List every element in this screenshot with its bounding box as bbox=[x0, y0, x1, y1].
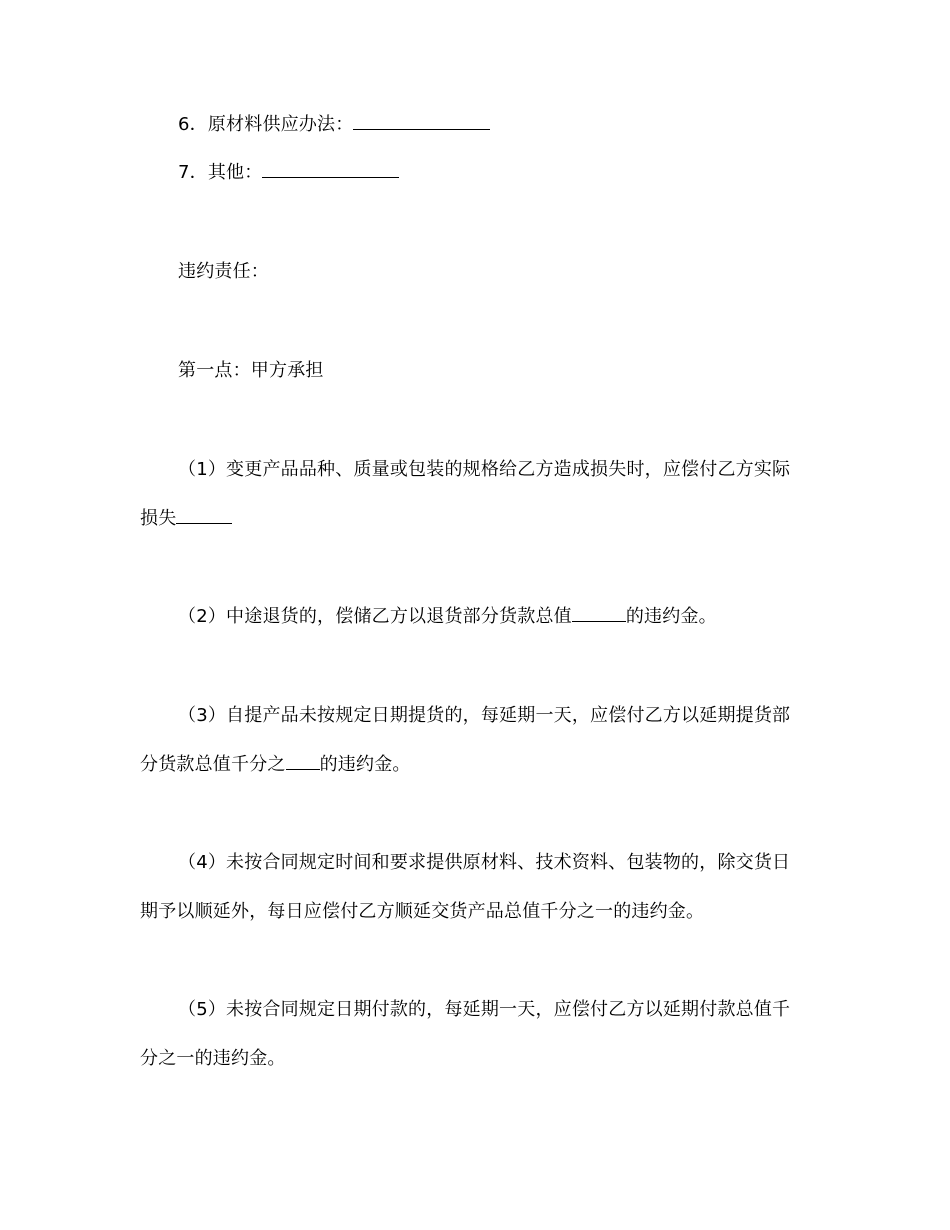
clause-1-blank bbox=[176, 507, 232, 524]
clause-1-line-2-text: 损失 bbox=[140, 508, 177, 529]
clause-3-text-before: 分货款总值千分之 bbox=[140, 754, 286, 775]
clause-2-blank bbox=[572, 605, 626, 622]
clause-4-line-1: （4）未按合同规定时间和要求提供原材料、技术资料、包装物的，除交货日 bbox=[178, 852, 791, 873]
clause-5-line-1: （5）未按合同规定日期付款的，每延期一天，应偿付乙方以延期付款总值千 bbox=[178, 999, 791, 1020]
item-6-label: 6．原材料供应办法： bbox=[178, 114, 354, 135]
item-7-blank bbox=[262, 161, 399, 178]
item-6-line bbox=[178, 113, 490, 137]
clause-3-text-after: 的违约金。 bbox=[319, 754, 411, 775]
clause-2-text-after: 的违约金。 bbox=[625, 606, 717, 627]
clause-1-line-1: （1）变更产品品种、质量或包装的规格给乙方造成损失时，应偿付乙方实际 bbox=[178, 459, 791, 480]
clause-3-line-1: （3）自提产品未按规定日期提货的，每延期一天，应偿付乙方以延期提货部 bbox=[178, 705, 791, 726]
clause-2-text-before: （2）中途退货的，偿储乙方以退货部分货款总值 bbox=[178, 606, 572, 627]
item-7-line bbox=[178, 161, 399, 185]
clause-3-blank bbox=[286, 753, 320, 770]
breach-heading: 违约责任： bbox=[178, 261, 269, 282]
clause-1-line-2 bbox=[140, 507, 232, 531]
clause-2-line-1 bbox=[178, 605, 717, 629]
item-6-blank bbox=[353, 113, 490, 130]
clause-4-line-2: 期予以顺延外，每日应偿付乙方顺延交货产品总值千分之一的违约金。 bbox=[140, 901, 705, 922]
clause-3-line-2 bbox=[140, 753, 411, 777]
point-one-heading: 第一点：甲方承担 bbox=[178, 360, 324, 381]
item-7-label: 7．其他： bbox=[178, 162, 263, 183]
clause-5-line-2: 分之一的违约金。 bbox=[140, 1048, 286, 1069]
